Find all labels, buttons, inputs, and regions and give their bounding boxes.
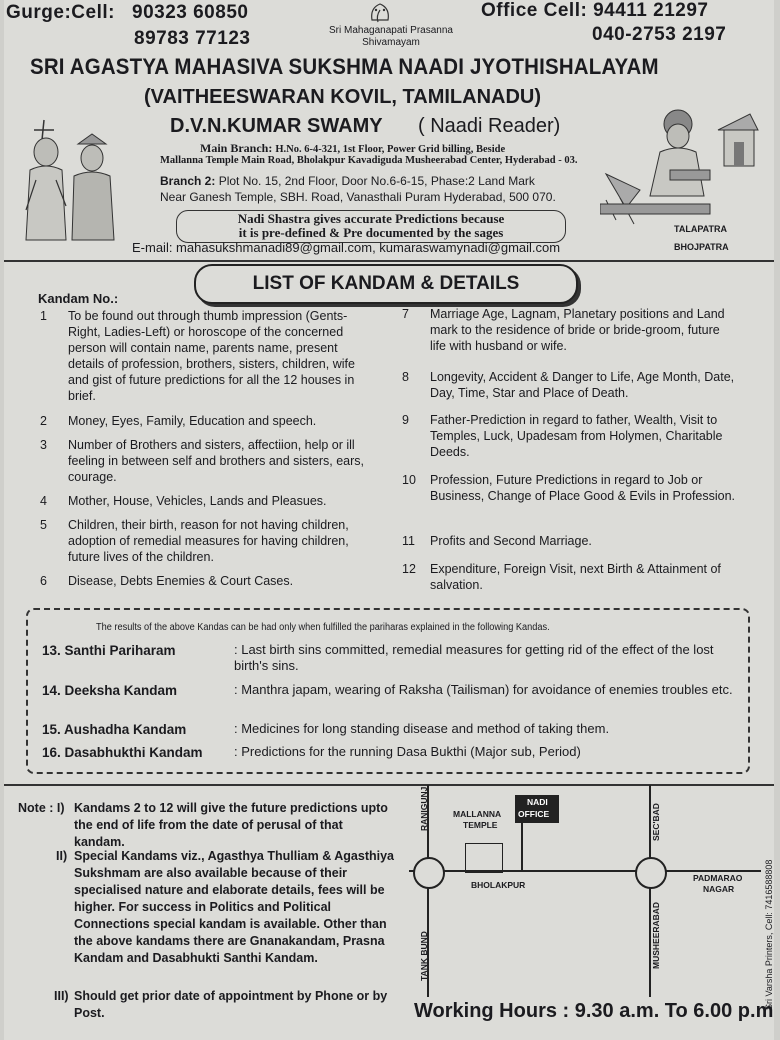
kandam-14-text: : Manthra japam, wearing of Raksha (Tailisman) for avoidance of enemies troubles etc.	[234, 682, 733, 697]
map-temple-box	[465, 843, 503, 873]
main-branch-label: Main Branch:	[200, 141, 273, 155]
shastra-note-line-2: it is pre-defined & Pre documented by the sages	[238, 225, 504, 240]
map-label-musheerabad: MUSHEERABAD	[651, 901, 661, 969]
map-label-ranigunj: RANIGUNJ	[419, 786, 429, 831]
note-3-text: Should get prior date of appointment by Phone or by Post.	[74, 989, 388, 1020]
branch-2-address-2: Near Ganesh Temple, SBH. Road, Vanasthali Puram Hyderabad, 500 070.	[160, 190, 556, 204]
branch-2-line-1	[160, 174, 535, 188]
kandam-15-title: 15. Aushadha Kandam	[42, 722, 187, 737]
talapatra-label: TALAPATRA	[674, 224, 727, 234]
map-label-padmarao-2: NAGAR	[703, 884, 735, 894]
map-label-office: OFFICE	[518, 809, 550, 819]
office-phone: 040-2753 2197	[592, 24, 727, 45]
map-circle-left	[413, 857, 445, 889]
kandam-text-8: Longevity, Accident & Danger to Life, Age Month, Date, Day, Time, Star and Place of Death.	[430, 370, 735, 400]
kandam-number-11: 11	[402, 534, 415, 548]
map-label-tank-bund: TANK BUND	[419, 931, 429, 981]
kandam-number-12: 12	[402, 562, 416, 576]
kandam-number-9: 9	[402, 413, 409, 427]
kandam-text-7: Marriage Age, Lagnam, Planetary positions and Land mark to the residence of bride or bride-groom, future life with husband or wife.	[430, 307, 725, 353]
branch-2-label: Branch 2:	[160, 174, 216, 188]
shastra-note-line-1: Nadi Shastra gives accurate Predictions because	[237, 211, 505, 226]
map-label-nadi: NADI	[527, 797, 548, 807]
map-label-mallanna-1: MALLANNA	[453, 809, 502, 819]
list-banner: LIST OF KANDAM & DETAILS	[194, 264, 578, 304]
kandam-16-text: : Predictions for the running Dasa Bukthi (Major sub, Period)	[234, 744, 581, 759]
shastra-note-box	[176, 210, 566, 243]
business-title: SRI AGASTYA MAHASIVA SUKSHMA NAADI JYOTHISHALAYAM	[30, 54, 659, 79]
map-label-padmarao-1: PADMARAO	[693, 873, 743, 883]
kandam-text-10: Profession, Future Predictions in regard to Job or Business, Change of Place Good & Evils in Profession.	[430, 473, 736, 503]
kandam-text-6: Disease, Debts Enemies & Court Cases.	[68, 574, 294, 588]
sage-writing-image	[600, 100, 760, 228]
kandam-number-2: 2	[40, 414, 47, 428]
kandam-15-text: : Medicines for long standing disease and method of taking them.	[234, 721, 610, 736]
shiva-parvati-image	[16, 110, 124, 250]
gurge-cell-number-1: 90323 60850	[132, 2, 249, 23]
kandam-13-text: : Last birth sins committed, remedial measures for getting rid of the effect of the lost birth's sins.	[234, 642, 714, 673]
map-label-secbad: SEC'BAD	[651, 803, 661, 841]
kandam-16-title: 16. Dasabhukthi Kandam	[42, 745, 203, 760]
working-hours: Working Hours : 9.30 a.m. To 6.00 p.m	[414, 1000, 774, 1022]
ganesha-icon	[362, 0, 398, 24]
gurge-cell-number-2: 89783 77123	[134, 28, 251, 49]
reader-role: ( Naadi Reader)	[418, 115, 561, 137]
reader-name: D.V.N.KUMAR SWAMY	[170, 115, 383, 137]
blessing-line-2: Shivamayam	[362, 37, 420, 48]
note-3-label: III)	[54, 989, 69, 1003]
business-location: (VAITHEESWARAN KOVIL, TAMILANADU)	[144, 86, 542, 108]
printer-credit: Sri Varsha Printers, Cell: 7416588808	[764, 859, 774, 1010]
note-1-label: Note : I)	[18, 801, 65, 815]
bhojpatra-label: BHOJPATRA	[674, 242, 729, 252]
pamphlet-page	[4, 0, 774, 1040]
map-road-bholakpur	[409, 870, 761, 872]
kandam-text-11: Profits and Second Marriage.	[430, 534, 592, 548]
note-2-label: II)	[56, 849, 68, 863]
gurge-cell-label: Gurge:Cell:	[6, 2, 115, 23]
remedies-intro: The results of the above Kandas can be had only when fulfilled the pariharas explained in the following Kandas.	[96, 622, 550, 633]
map-label-bholakpur: BHOLAKPUR	[471, 880, 526, 890]
kandam-number-4: 4	[40, 494, 47, 508]
kandam-text-1: To be found out through thumb impression (Gents-Right, Ladies-Left) or horoscope of the concerned person will contain name, parents name, present details of profession, brothers, sisters, children, wife and gist of future predictions for all the 12 houses in brief.	[68, 309, 355, 403]
kandam-14-title: 14. Deeksha Kandam	[42, 683, 178, 698]
kandam-no-label: Kandam No.:	[38, 291, 119, 306]
email-line: E-mail: mahasukshmanadi89@gmail.com, kumaraswamynadi@gmail.com	[132, 240, 561, 255]
kandam-number-1: 1	[40, 309, 47, 323]
blessing-line-1: Sri Mahaganapati Prasanna	[329, 25, 453, 36]
note-2-text: Special Kandams viz., Agasthya Thulliam & Agasthiya Sukshmam are also available because of their specialised nature and elaborate details, fees will be higher. For success in Politics and Political Connections special kandam is available. Other than the above kandams there are Gnanakandam, Prasna Kandam and Dasabhukti Santhi Kandam.	[74, 849, 395, 965]
map-label-mallanna-2: TEMPLE	[463, 820, 498, 830]
kandam-text-3: Number of Brothers and sisters, affectiion, help or ill feeling in between self and brothers and sisters, ears, courage.	[68, 438, 365, 484]
main-branch-line-1	[200, 141, 505, 156]
branch-2-address-1: Plot No. 15, 2nd Floor, Door No.6-6-15, Phase:2 Land Mark	[218, 174, 535, 188]
header-divider	[4, 260, 774, 262]
main-branch-address-2: Mallanna Temple Main Road, Bholakpur Kavadiguda Musheerabad Center, Hyderabad - 03.	[160, 155, 578, 166]
kandam-number-8: 8	[402, 370, 409, 384]
kandam-text-9: Father-Prediction in regard to father, Wealth, Visit to Temples, Luck, Upadesam from Holymen, Charitable Deeds.	[430, 413, 723, 459]
kandam-text-5: Children, their birth, reason for not having children, adoption of remedial measures for having children, future lives of the children.	[68, 518, 349, 564]
kandam-number-6: 6	[40, 574, 47, 588]
kandam-number-5: 5	[40, 518, 47, 532]
map-circle-right	[635, 857, 667, 889]
kandam-text-2: Money, Eyes, Family, Education and speech.	[68, 414, 317, 428]
kandam-13-title: 13. Santhi Pariharam	[42, 643, 176, 658]
kandam-text-4: Mother, House, Vehicles, Lands and Pleasues.	[68, 494, 327, 508]
office-cell: Office Cell: 94411 21297	[481, 0, 709, 21]
location-map	[409, 785, 764, 1000]
kandam-number-3: 3	[40, 438, 47, 452]
main-branch-address-1: H.No. 6-4-321, 1st Floor, Power Grid billing, Beside	[275, 144, 506, 155]
kandam-text-12: Expenditure, Foreign Visit, next Birth & Attainment of salvation.	[430, 562, 721, 592]
kandam-number-7: 7	[402, 307, 409, 321]
kandam-number-10: 10	[402, 473, 416, 487]
note-1-text: Kandams 2 to 12 will give the future predictions upto the end of life from the date of perusal of that kandam.	[74, 801, 388, 849]
